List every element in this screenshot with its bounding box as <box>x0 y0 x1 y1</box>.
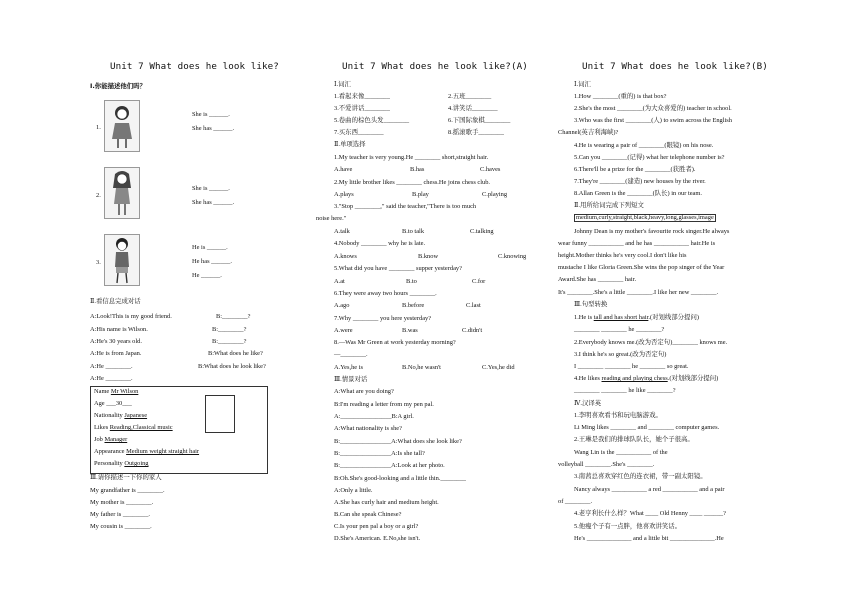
option: B.has <box>410 166 425 173</box>
option: C.didn't <box>462 327 483 334</box>
card-row: Name Mr Wilson <box>94 388 139 395</box>
passage-line: mustache I like Gloria Green.She wins the pop singer of the Year <box>558 264 725 271</box>
option: A.were <box>334 327 353 334</box>
dialog-line: B:________? <box>212 338 247 345</box>
option: A.knows <box>334 253 357 260</box>
girl-illustration <box>104 167 140 219</box>
family-line: My mother is ________. <box>90 499 154 506</box>
section-heading: Ⅰ.你能描述他们吗？ <box>90 82 146 90</box>
transform-line: ________ ________ he like ________? <box>574 387 676 394</box>
vocab-item: 6.There'll be a prize for the ________(获胜者). <box>574 166 696 173</box>
section-heading: Ⅳ.汉译英 <box>574 400 602 407</box>
option: A.have <box>334 166 353 173</box>
translate-line: Wang Lin is the ___________ of the <box>574 449 668 456</box>
vocab-item: 7.买东西________ <box>334 129 384 136</box>
vocab-item: 3.不爱讲话________ <box>334 105 390 112</box>
option: B.know <box>418 253 439 260</box>
translate-line: 3.南茜总喜欢穿红色的连衣裙，带一副太阳镜。 <box>574 473 707 480</box>
item-number: 3. <box>96 259 101 266</box>
dialog-line: B:Oh.She's good-looking and a little thin.________ <box>334 475 466 482</box>
card-row: Personality Outgoing <box>94 460 149 467</box>
dialog-line: B:________? <box>212 326 247 333</box>
transform-line: 4.He likes reading and playing chess.(对划线部分提问) <box>574 375 719 382</box>
card-row: Nationality Japanese <box>94 412 148 419</box>
dialog-line: A:________________B:A girl. <box>334 413 414 420</box>
dialog-line: B:________________A:What does she look like? <box>334 438 462 445</box>
option: C.for <box>472 278 486 285</box>
description-line: She is ______. <box>192 111 230 118</box>
translate-line: 5.他瘦个子有一点胖，他喜欢讲笑话。 <box>574 523 682 530</box>
question: 5.What did you have ________ supper yesterday? <box>334 265 462 272</box>
description-line: He is ______. <box>192 244 228 251</box>
option: C.last <box>466 302 481 309</box>
translate-line: 2.王琳是我们的排球队队长，她个子很高。 <box>574 436 694 443</box>
column-title: Unit 7 What does he look like?(A) <box>342 61 528 72</box>
card-row: Appearance Medium weight straight hair <box>94 448 200 455</box>
answer-choice: B.Can she speak Chinese? <box>334 511 402 518</box>
option: A.ago <box>334 302 350 309</box>
photo-frame <box>205 395 235 433</box>
vocab-item: 5.Can you ________(记得) what her telephone number is? <box>574 154 725 161</box>
item-number: 2. <box>96 192 101 199</box>
vocab-item: 8.Allan Green is the ________(队长) in our team. <box>574 190 702 197</box>
description-line: He ______. <box>192 272 222 279</box>
vocab-item: 8.摇滚歌手________ <box>448 129 504 136</box>
passage-line: It's ________.She's a little ________.I like her new ________. <box>558 289 719 296</box>
option: B.to <box>406 278 417 285</box>
passage-line: Award.She has ________ hair. <box>558 276 637 283</box>
section-heading: Ⅱ.用所给词完成下列短文 <box>574 202 644 209</box>
option: A.Yes,he is <box>334 364 364 371</box>
column-title: Unit 7 What does he look like? <box>110 61 279 72</box>
description-line: He has ______. <box>192 258 232 265</box>
transform-line: I ________ ________ he ________ so great. <box>574 363 689 370</box>
question: 6.They were away two hours ________. <box>334 290 437 297</box>
dialog-line: B:I'm reading a letter from my pen pal. <box>334 401 434 408</box>
vocab-item: 5.卷曲的棕色头发________ <box>334 117 410 124</box>
dialog-line: A:Only a little. <box>334 487 373 494</box>
section-heading: Ⅱ.单项选择 <box>334 141 366 148</box>
question: 2.My little brother likes ________ chess.He joins chess club. <box>334 179 491 186</box>
question: 7.Why ________ you here yesterday? <box>334 315 432 322</box>
section-heading: Ⅲ.情景对话 <box>334 376 368 383</box>
description-line: She has ______. <box>192 199 235 206</box>
section-heading: Ⅰ.词汇 <box>334 81 351 88</box>
dialog-line: A:He ________. <box>90 375 133 382</box>
option: B.to talk <box>402 228 425 235</box>
dialog-line: A:He's 30 years old. <box>90 338 142 345</box>
card-row: Age ___30___ <box>94 400 132 407</box>
dialog-line: A:Look!This is my good friend. <box>90 313 172 320</box>
dialog-line: B:________? <box>216 313 251 320</box>
option: B.play <box>412 191 429 198</box>
question: noise here." <box>316 215 347 222</box>
item-number: 1. <box>96 124 101 131</box>
vocab-item: 4.He is wearing a pair of ________(眼镜) on his nose. <box>574 142 714 149</box>
translate-line: 4.老亨利长什么样？What ____ Old Henny ____ ______? <box>574 510 726 517</box>
translate-line: of ________. <box>558 498 593 505</box>
passage-line: height.Mother thinks he's very cool.I don't like his <box>558 252 687 259</box>
passage-line: wear funny ___________ and he has ___________ hair.He is <box>558 240 716 247</box>
translate-line: volleyball ________.She's ________. <box>558 461 655 468</box>
vocab-item: 3.Who was the first ________(人) to swim across the English <box>574 117 732 124</box>
dialog-line: A:He is from Japan. <box>90 350 142 357</box>
column-title: Unit 7 What does he look like?(B) <box>582 61 768 72</box>
vocab-item: 6.下国际象棋________ <box>448 117 511 124</box>
answer-choice: C.Is your pen pal a boy or a girl? <box>334 523 419 530</box>
family-line: My father is ________. <box>90 511 150 518</box>
transform-line: ________ ________ he ________? <box>574 326 665 333</box>
dialog-line: B:What does he like? <box>208 350 263 357</box>
dialog-line: A:What nationality is she? <box>334 425 402 432</box>
transform-line: 3.I think he's so great.(改为否定句) <box>574 351 667 358</box>
option: C.haves <box>480 166 501 173</box>
option: A.talk <box>334 228 350 235</box>
option: B.was <box>402 327 418 334</box>
word-bank: medium,curly,straight,black,heavy,long,glasses,image <box>576 214 714 221</box>
option: B.before <box>402 302 425 309</box>
vocab-item: 2.五班________ <box>448 93 492 100</box>
section-heading: Ⅲ.请你描述一下你的家人 <box>90 474 162 481</box>
dialog-line: A:His name is Wilson. <box>90 326 148 333</box>
dialog-line: B:________________A:Look at her photo. <box>334 462 445 469</box>
option: C.talking <box>470 228 494 235</box>
description-line: She is ______. <box>192 185 230 192</box>
option: A.plays <box>334 191 354 198</box>
translate-line: Li Ming likes ________ and ________ computer games. <box>574 424 720 431</box>
transform-line: 1.He is tall and has short hair.(对划线部分提问) <box>574 314 699 321</box>
dialog-line: A:He ________. <box>90 363 133 370</box>
passage-line: Johnny Dean is my mother's favourite rock singer.He always <box>574 228 730 235</box>
vocab-item: Channel(英吉利海峡)? <box>558 129 619 136</box>
dialog-line: A:What are you doing? <box>334 388 394 395</box>
girl-illustration <box>104 100 140 152</box>
section-heading: Ⅱ.看信息完成对话 <box>90 298 141 305</box>
boy-illustration <box>104 234 140 286</box>
option: C.knowing <box>498 253 527 260</box>
section-heading: Ⅲ.句型转换 <box>574 301 608 308</box>
answer-choice: A.She has curly hair and medium height. <box>334 499 439 506</box>
family-line: My grandfather is ________. <box>90 487 165 494</box>
option: B.No,he wasn't <box>402 364 441 371</box>
dialog-line: B:________________A:Is she tall? <box>334 450 425 457</box>
dialog-line: B:What does he look like? <box>198 363 266 370</box>
transform-line: 2.Everybody knows me.(改为否定句)________ knows me. <box>574 339 728 346</box>
vocab-item: 1.How ________(重的) is that box? <box>574 93 667 100</box>
option: A.at <box>334 278 345 285</box>
question: 3."Stop ________," said the teacher,"There is too much <box>334 203 477 210</box>
question: 1.My teacher is very young.He ________ short,straight hair. <box>334 154 489 161</box>
description-line: She has ______. <box>192 125 235 132</box>
info-card <box>90 386 268 474</box>
translate-line: He's ______________ and a little bit ______________.He <box>574 535 724 542</box>
question: —________. <box>334 351 368 358</box>
translate-line: 1.李明喜欢看书和玩电脑游戏。 <box>574 412 662 419</box>
vocab-item: 4.讲笑话________ <box>448 105 498 112</box>
translate-line: Nancy always ___________ a red ___________ and a pair <box>574 486 725 493</box>
option: C.playing <box>482 191 508 198</box>
question: 4.Nobody ________ why he is late. <box>334 240 426 247</box>
card-row: Job Manager <box>94 436 128 443</box>
vocab-item: 2.She's the most ________(为大众喜爱的) teacher in school. <box>574 105 732 112</box>
option: C.Yes,he did <box>482 364 515 371</box>
card-row: Likes Reading,Classical music <box>94 424 173 431</box>
vocab-item: 1.看起来像________ <box>334 93 390 100</box>
vocab-item: 7.They're ________(建造) new houses by the river. <box>574 178 706 185</box>
family-line: My cousin is ________. <box>90 523 152 530</box>
section-heading: Ⅰ.词汇 <box>574 81 591 88</box>
question: 8.—Was Mr Green at work yesterday morning? <box>334 339 456 346</box>
answer-choice: D.She's American. E.No,she isn't. <box>334 535 421 542</box>
